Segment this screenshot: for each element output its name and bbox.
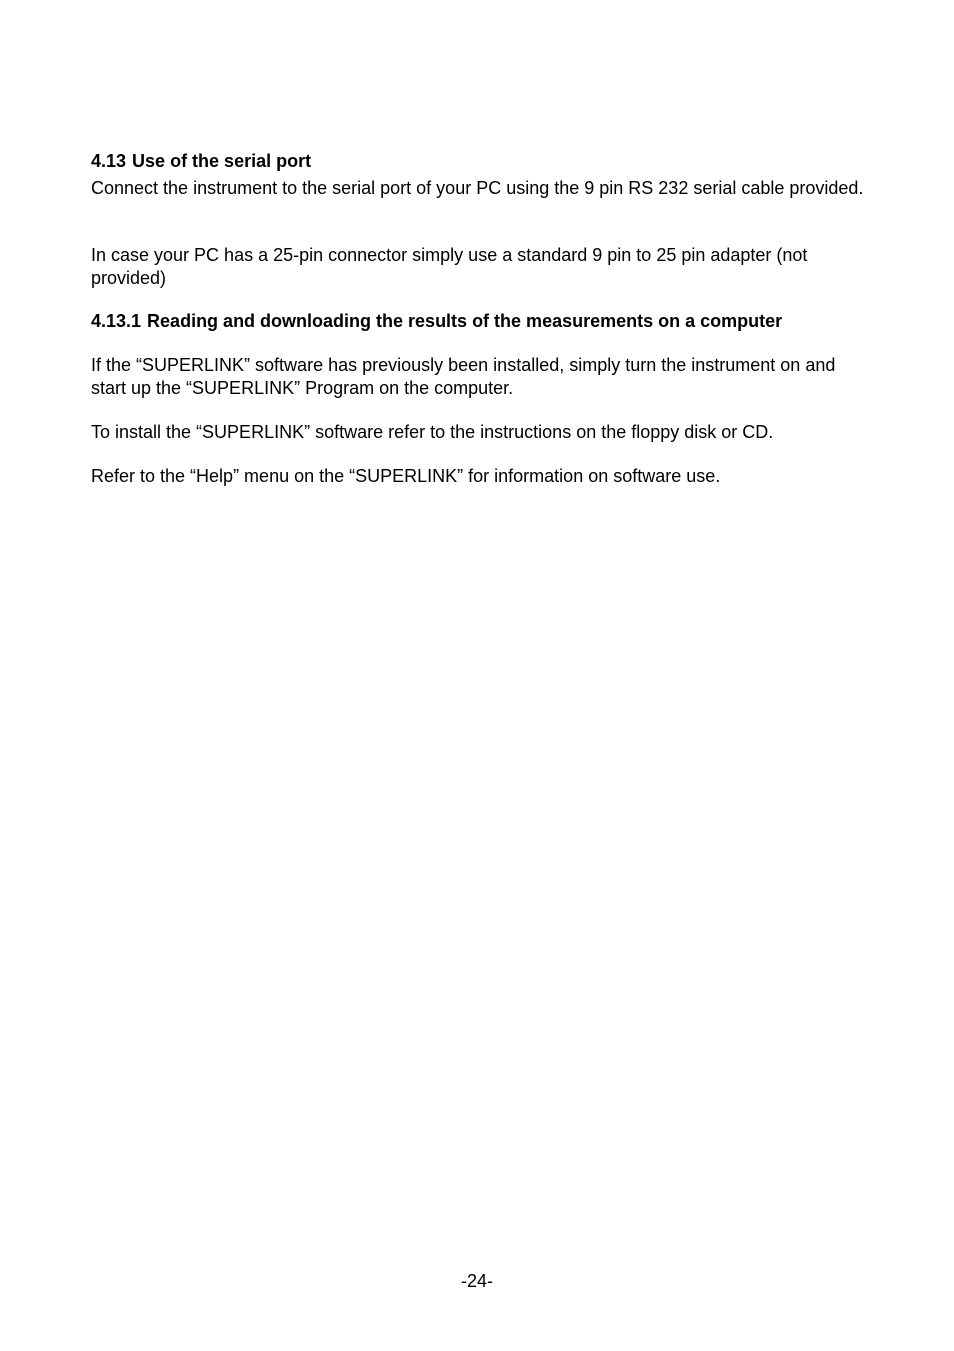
paragraph-software-start: If the “SUPERLINK” software has previously been installed, simply turn the instrument on and start up the “SUPERLINK” Program on the computer. bbox=[91, 355, 836, 398]
section-title: Use of the serial port bbox=[132, 151, 312, 171]
paragraph-serial-connection: Connect the instrument to the serial port of your PC using the 9 pin RS 232 serial cable provided. bbox=[91, 178, 864, 198]
paragraph-software-install: To install the “SUPERLINK” software refer to the instructions on the floppy disk or CD. bbox=[91, 422, 774, 442]
paragraph-adapter: In case your PC has a 25-pin connector simply use a standard 9 pin to 25 pin adapter (not provided) bbox=[91, 245, 808, 288]
subsection-heading bbox=[91, 310, 871, 333]
section-number: 4.13 bbox=[91, 151, 127, 171]
page-number: -24- bbox=[460, 1271, 493, 1291]
subsection-title: Reading and downloading the results of the measurements on a computer bbox=[147, 311, 783, 331]
section-heading bbox=[91, 150, 871, 173]
paragraph-help-menu: Refer to the “Help” menu on the “SUPERLINK” for information on software use. bbox=[91, 466, 721, 486]
subsection-number: 4.13.1 bbox=[91, 311, 142, 331]
